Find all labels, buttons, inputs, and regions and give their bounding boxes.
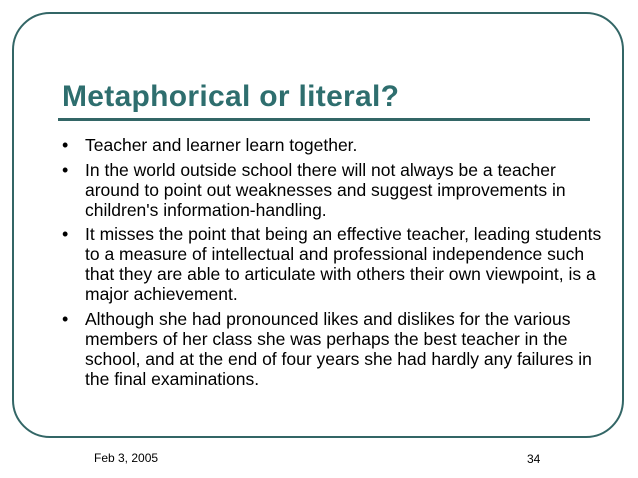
bullet-icon: •: [62, 224, 69, 244]
bullet-icon: •: [62, 159, 69, 180]
bullet-icon: •: [62, 308, 69, 329]
bullet-text: In the world outside school there will not always be a teacher around to point out weaknesses and suggest improvements in children's information-handling.: [85, 159, 566, 220]
page-number: 34: [527, 452, 541, 466]
bullet-text: Although she had pronounced likes and dislikes for the various members of her class she was perhaps the best teacher in the school, and at the end of four years she had hardly any failures in the final examinations.: [85, 308, 592, 389]
bullet-item: [62, 135, 602, 155]
bullet-text: It misses the point that being an effective teacher, leading students to a measure of intellectual and professional independence such that they are able to articulate with others their own viewpoint, is a major achievement.: [85, 224, 602, 304]
bullet-item: [62, 160, 602, 220]
bullet-item: [62, 309, 602, 389]
title-underline: [58, 118, 590, 121]
footer-date: Feb 3, 2005: [94, 451, 159, 465]
bullet-icon: •: [62, 135, 69, 155]
bullet-text: Teacher and learner learn together.: [85, 135, 358, 155]
bullet-item: [62, 224, 602, 304]
slide-title: Metaphorical or literal?: [62, 80, 400, 113]
bullet-list: [62, 135, 602, 393]
